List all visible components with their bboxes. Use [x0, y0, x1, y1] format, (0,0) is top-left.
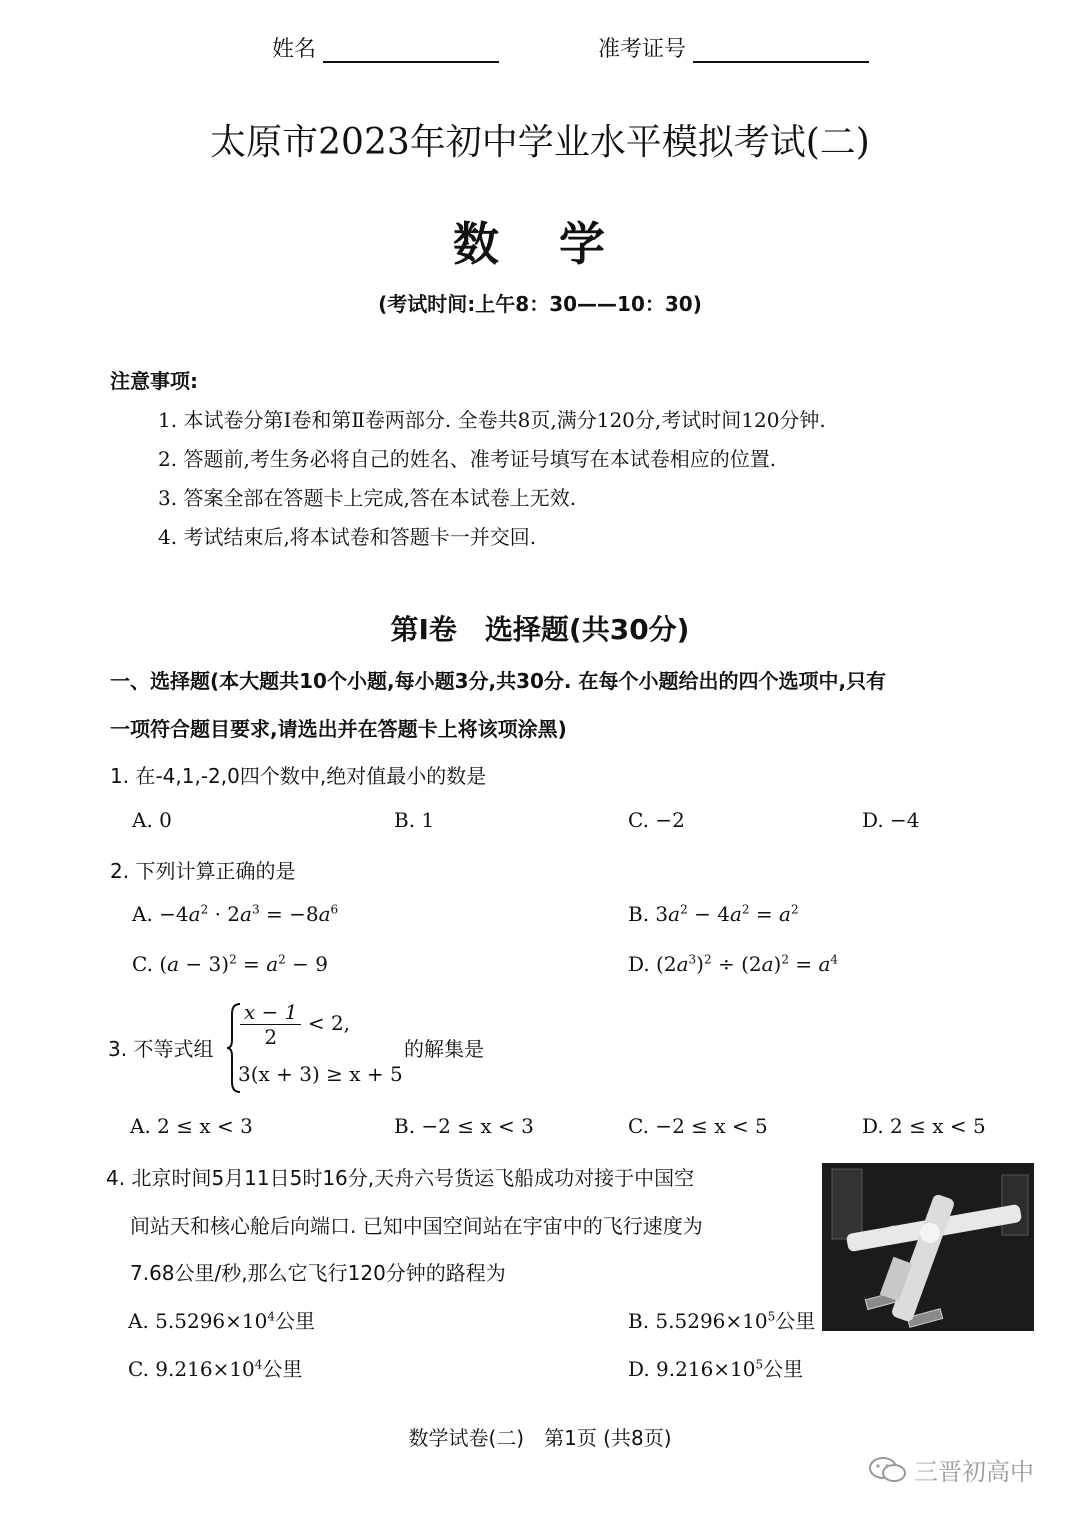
q3-option-d: D. 2 ≤ x < 5 — [862, 1114, 986, 1138]
q1-option-d: D. −4 — [862, 808, 920, 832]
q2-b-label: B. — [628, 902, 656, 926]
q1-option-c: C. −2 — [628, 808, 685, 832]
q4-option-d — [628, 1353, 803, 1382]
q4-option-b — [628, 1305, 815, 1334]
question-3-stem: 3. 不等式组 — [108, 1037, 214, 1061]
notice-item: 2. 答题前,考生务必将自己的姓名、准考证号填写在本试卷相应的位置. — [158, 447, 777, 471]
q3-option-b: B. −2 ≤ x < 3 — [394, 1114, 534, 1138]
question-4-line3: 7.68公里/秒,那么它飞行120分钟的路程为 — [130, 1261, 506, 1285]
fraction-denominator: 2 — [264, 1025, 278, 1049]
q3-option-c: C. −2 ≤ x < 5 — [628, 1114, 768, 1138]
q4-option-a — [128, 1305, 315, 1334]
q2-d-label: D. — [628, 952, 657, 976]
q4-c-text: C. 9.216×10 — [128, 1357, 255, 1381]
q4-d-unit: 公里 — [763, 1357, 804, 1381]
inequality-1 — [240, 1000, 350, 1049]
q1-option-a: A. 0 — [132, 808, 172, 832]
q2-option-b: B. $3a^2 - 4a^2 = a^2$ — [628, 902, 799, 926]
wechat-icon — [868, 1455, 908, 1485]
q4-a-text: A. 5.5296×10 — [128, 1309, 268, 1333]
notice-item: 4. 考试结束后,将本试卷和答题卡一并交回. — [158, 525, 537, 549]
fraction-numerator: x − 1 — [240, 1000, 301, 1025]
q4-a-exponent: 4 — [267, 1309, 275, 1324]
inequality-2: 3(x + 3) ≥ x + 5 — [238, 1062, 403, 1086]
inequality-1-fraction — [240, 1000, 301, 1049]
q4-c-unit: 公里 — [262, 1357, 303, 1381]
q4-b-text: B. 5.5296×10 — [628, 1309, 768, 1333]
watermark — [868, 1452, 1034, 1487]
q4-option-c — [128, 1353, 302, 1382]
question-4-line1: 4. 北京时间5月11日5时16分,天舟六号货运飞船成功对接于中国空 — [106, 1166, 695, 1190]
q2-c-label: C. — [132, 952, 160, 976]
watermark-text: 三晋初高中 — [914, 1458, 1034, 1486]
exam-time: (考试时间:上午8：30——10：30) — [378, 292, 702, 316]
question-3-suffix: 的解集是 — [404, 1037, 484, 1061]
notice-heading: 注意事项: — [110, 369, 198, 393]
inequality-1-tail: < 2, — [307, 1011, 351, 1035]
id-label-row — [598, 32, 869, 63]
part-heading-cont: 一项符合题目要求,请选出并在答题卡上将该项涂黑) — [110, 717, 567, 741]
q4-a-unit: 公里 — [275, 1309, 315, 1333]
notice-item: 3. 答案全部在答题卡上完成,答在本试卷上无效. — [158, 486, 577, 510]
space-station-icon — [822, 1163, 1034, 1331]
page-footer: 数学试卷(二) 第1页 (共8页) — [408, 1426, 672, 1450]
subject-title: 数 学 — [452, 217, 627, 271]
exam-title: 太原市2023年初中学业水平模拟考试(二) — [210, 122, 870, 163]
id-field[interactable] — [693, 35, 869, 63]
name-label: 姓名 — [272, 37, 317, 62]
question-4-line2: 间站天和核心舱后向端口. 已知中国空间站在宇宙中的飞行速度为 — [130, 1214, 703, 1238]
q4-b-exponent: 5 — [767, 1309, 776, 1324]
space-station-image — [822, 1163, 1034, 1331]
q2-option-d: D. $(2a^3)^2 \div (2a)^2 = a^4$ — [628, 952, 839, 976]
q2-option-c: C. $(a - 3)^2 = a^2 - 9$ — [132, 952, 328, 976]
name-field[interactable] — [323, 35, 499, 63]
q3-option-a: A. 2 ≤ x < 3 — [130, 1114, 253, 1138]
id-label: 准考证号 — [598, 37, 687, 62]
q2-option-a: A. $-4a^2 \cdot 2a^3 = -8a^6$ — [132, 902, 339, 926]
q2-a-label: A. — [132, 902, 160, 926]
question-2-stem: 2. 下列计算正确的是 — [110, 859, 296, 883]
section-title: 第Ⅰ卷 选择题(共30分) — [390, 613, 690, 646]
part-heading: 一、选择题(本大题共10个小题,每小题3分,共30分. 在每个小题给出的四个选项中,只有 — [110, 669, 887, 693]
q4-b-unit: 公里 — [775, 1309, 816, 1333]
q4-c-exponent: 4 — [254, 1357, 263, 1372]
question-1-stem: 1. 在-4,1,-2,0四个数中,绝对值最小的数是 — [110, 764, 487, 788]
notice-item: 1. 本试卷分第Ⅰ卷和第Ⅱ卷两部分. 全卷共8页,满分120分,考试时间120分钟. — [158, 408, 826, 432]
name-label-row — [272, 32, 499, 63]
q4-d-text: D. 9.216×10 — [628, 1357, 756, 1381]
q1-option-b: B. 1 — [394, 808, 435, 832]
q4-d-exponent: 5 — [755, 1357, 764, 1372]
